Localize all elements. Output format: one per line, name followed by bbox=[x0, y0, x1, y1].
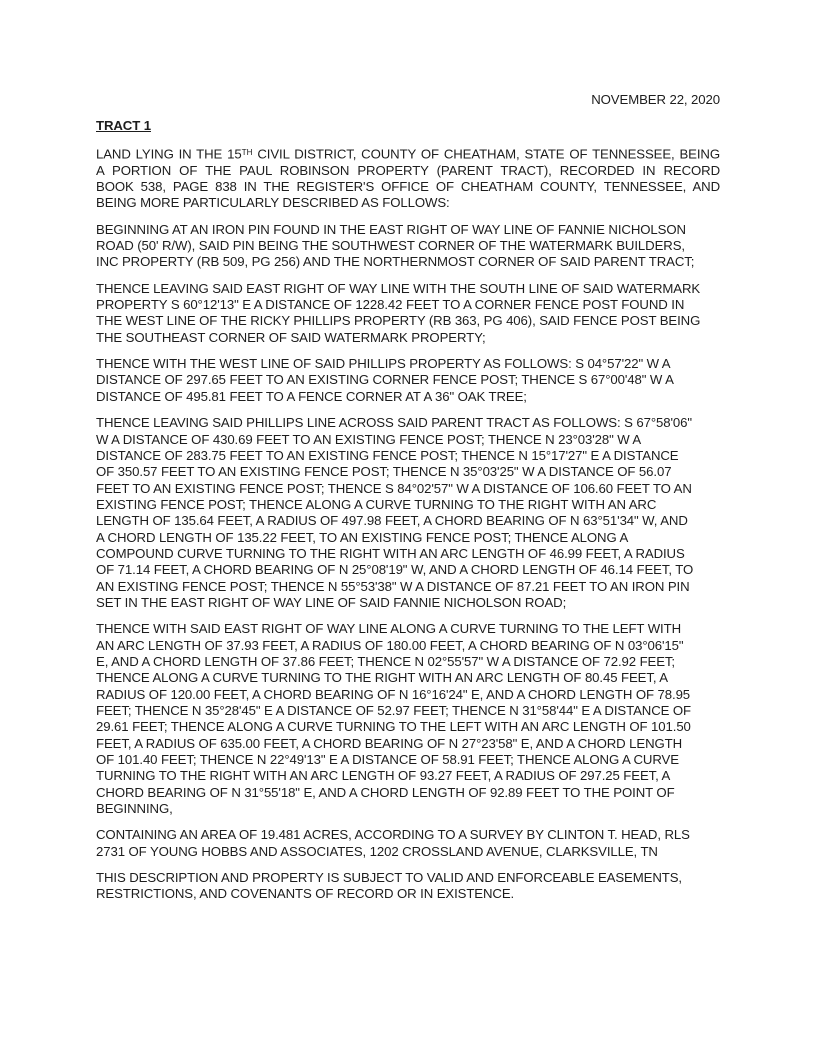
superscript-text: TH bbox=[241, 147, 253, 157]
text-line: 29.61 FEET; THENCE ALONG A CURVE TURNING TO THE LEFT WITH AN ARC LENGTH OF 101.50 bbox=[96, 719, 691, 735]
text-line: TURNING TO THE RIGHT WITH AN ARC LENGTH OF 93.27 FEET, A RADIUS OF 297.25 FEET, A bbox=[96, 768, 671, 784]
text-line: BEGINNING, bbox=[96, 801, 173, 817]
paragraph bbox=[96, 415, 720, 611]
text-line: DISTANCE OF 297.65 FEET TO AN EXISTING CORNER FENCE POST; THENCE S 67°00'48" W A bbox=[96, 372, 674, 388]
text-line: SET IN THE EAST RIGHT OF WAY LINE OF SAID FANNIE NICHOLSON ROAD; bbox=[96, 594, 567, 610]
text-line: OF 71.14 FEET, A CHORD BEARING OF N 25°08'19" W, AND A CHORD LENGTH OF 46.14 FEET, TO bbox=[96, 562, 694, 578]
text-line: BOOK 538, PAGE 838 IN THE REGISTER'S OFFICE OF CHEATHAM COUNTY, TENNESSEE, AND bbox=[96, 179, 720, 195]
paragraph bbox=[96, 827, 720, 860]
text-line: COMPOUND CURVE TURNING TO THE RIGHT WITH AN ARC LENGTH OF 46.99 FEET, A RADIUS bbox=[96, 545, 685, 561]
text-line: E, AND A CHORD LENGTH OF 37.86 FEET; THENCE N 02°55'57" W A DISTANCE OF 72.92 FEET; bbox=[96, 653, 675, 669]
text-line: CHORD BEARING OF N 31°55'18" E, AND A CHORD LENGTH OF 92.89 FEET TO THE POINT OF bbox=[96, 784, 675, 800]
paragraph bbox=[96, 621, 720, 817]
paragraph bbox=[96, 222, 720, 271]
text-line: AN EXISTING FENCE POST; THENCE N 55°53'38" W A DISTANCE OF 87.21 FEET TO AN IRON PIN bbox=[96, 578, 690, 594]
text-line: LENGTH OF 135.64 FEET, A RADIUS OF 497.98 FEET, A CHORD BEARING OF N 63°51'34" W, AND bbox=[96, 513, 688, 529]
text-line: FEET; THENCE N 35°28'45" E A DISTANCE OF 52.97 FEET; THENCE N 31°58'44" E A DISTANCE OF bbox=[96, 703, 691, 719]
text-line: THIS DESCRIPTION AND PROPERTY IS SUBJECT TO VALID AND ENFORCEABLE EASEMENTS, bbox=[96, 870, 682, 886]
text-line: DISTANCE OF 283.75 FEET TO AN EXISTING FENCE POST; THENCE N 15°17'27" E A DISTANCE bbox=[96, 447, 679, 463]
text-line: THE WEST LINE OF THE RICKY PHILLIPS PROPERTY (RB 363, PG 406), SAID FENCE POST BEING bbox=[96, 313, 701, 329]
text-line: BEING MORE PARTICULARLY DESCRIBED AS FOLLOWS: bbox=[96, 195, 450, 211]
text-line: THE SOUTHEAST CORNER OF SAID WATERMARK PROPERTY; bbox=[96, 329, 486, 345]
text-line: A CHORD LENGTH OF 135.22 FEET, TO AN EXISTING FENCE POST; THENCE ALONG A bbox=[96, 529, 629, 545]
text-line: THENCE WITH SAID EAST RIGHT OF WAY LINE ALONG A CURVE TURNING TO THE LEFT WITH bbox=[96, 621, 682, 637]
text-line: CONTAINING AN AREA OF 19.481 ACRES, ACCORDING TO A SURVEY BY CLINTON T. HEAD, RLS bbox=[96, 827, 690, 843]
text-line: OF 350.57 FEET TO AN EXISTING FENCE POST; THENCE N 35°03'25" W A DISTANCE OF 56.07 bbox=[96, 464, 672, 480]
document-date: NOVEMBER 22, 2020 bbox=[591, 92, 720, 107]
text-line: DISTANCE OF 495.81 FEET TO A FENCE CORNER AT A 36" OAK TREE; bbox=[96, 388, 527, 404]
text-line: ROAD (50' R/W), SAID PIN BEING THE SOUTHWEST CORNER OF THE WATERMARK BUILDERS, bbox=[96, 238, 685, 254]
text-line: THENCE WITH THE WEST LINE OF SAID PHILLIPS PROPERTY AS FOLLOWS: S 04°57'22" W A bbox=[96, 356, 671, 372]
text-line: INC PROPERTY (RB 509, PG 256) AND THE NORTHERNMOST CORNER OF SAID PARENT TRACT; bbox=[96, 254, 695, 270]
text-line: BEGINNING AT AN IRON PIN FOUND IN THE EAST RIGHT OF WAY LINE OF FANNIE NICHOLSON bbox=[96, 221, 686, 237]
text-line: FEET TO AN EXISTING FENCE POST; THENCE S 84°02'57" W A DISTANCE OF 106.60 FEET TO AN bbox=[96, 480, 692, 496]
paragraphs-container bbox=[96, 145, 720, 903]
text-line: 2731 OF YOUNG HOBBS AND ASSOCIATES, 1202 CROSSLAND AVENUE, CLARKSVILLE, TN bbox=[96, 843, 658, 859]
text-line: FEET, A RADIUS OF 635.00 FEET, A CHORD BEARING OF N 27°23'58" E, AND A CHORD LENGTH bbox=[96, 735, 683, 751]
paragraph bbox=[96, 145, 720, 212]
text-line: W A DISTANCE OF 430.69 FEET TO AN EXISTING FENCE POST; THENCE N 23°03'28" W A bbox=[96, 431, 642, 447]
text-line: A PORTION OF THE PAUL ROBINSON PROPERTY (PARENT TRACT), RECORDED IN RECORD bbox=[96, 162, 720, 178]
paragraph bbox=[96, 870, 720, 903]
text-line: THENCE LEAVING SAID PHILLIPS LINE ACROSS SAID PARENT TRACT AS FOLLOWS: S 67°58'06" bbox=[96, 415, 692, 431]
text-line: THENCE ALONG A CURVE TURNING TO THE RIGHT WITH AN ARC LENGTH OF 80.45 FEET, A bbox=[96, 670, 668, 686]
text-line: RESTRICTIONS, AND COVENANTS OF RECORD OR IN EXISTENCE. bbox=[96, 886, 515, 902]
text-line: RADIUS OF 120.00 FEET, A CHORD BEARING OF N 16°16'24" E, AND A CHORD LENGTH OF 78.95 bbox=[96, 686, 691, 702]
tract-heading: TRACT 1 bbox=[96, 118, 151, 134]
text-line: PROPERTY S 60°12'13" E A DISTANCE OF 1228.42 FEET TO A CORNER FENCE POST FOUND IN bbox=[96, 297, 685, 313]
text-line: OF 101.40 FEET; THENCE N 22°49'13" E A DISTANCE OF 58.91 FEET; THENCE ALONG A CURVE bbox=[96, 752, 679, 768]
text-line: EXISTING FENCE POST; THENCE ALONG A CURVE TURNING TO THE RIGHT WITH AN ARC bbox=[96, 496, 657, 512]
paragraph bbox=[96, 281, 720, 346]
text-line: LAND LYING IN THE 15TH CIVIL DISTRICT, COUNTY OF CHEATHAM, STATE OF TENNESSEE, BEING bbox=[96, 146, 721, 162]
text-line: THENCE LEAVING SAID EAST RIGHT OF WAY LINE WITH THE SOUTH LINE OF SAID WATERMARK bbox=[96, 280, 701, 296]
paragraph bbox=[96, 356, 720, 405]
text-line: AN ARC LENGTH OF 37.93 FEET, A RADIUS OF 180.00 FEET, A CHORD BEARING OF N 03°06'15" bbox=[96, 637, 684, 653]
